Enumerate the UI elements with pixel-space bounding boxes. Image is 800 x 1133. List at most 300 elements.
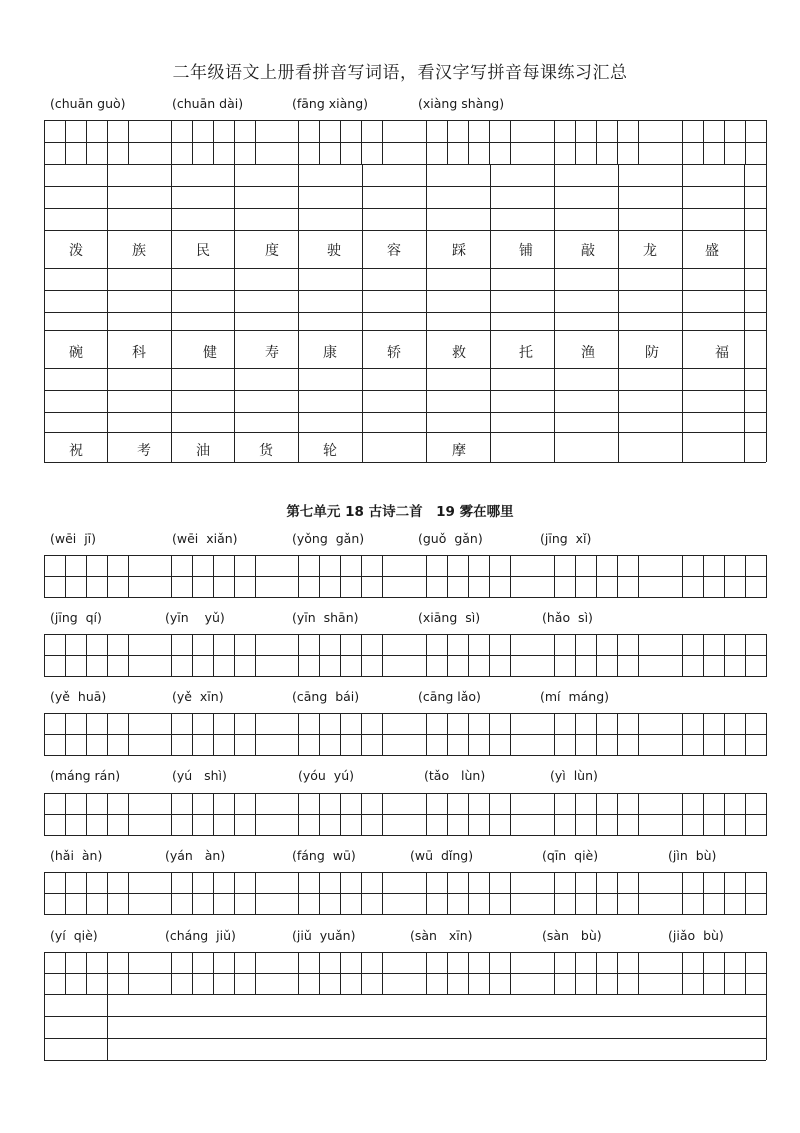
grid-cell-line xyxy=(596,555,597,597)
grid-cell-line xyxy=(234,952,235,994)
table-row-line xyxy=(44,1060,766,1061)
table-row-line xyxy=(44,1038,766,1039)
grid-cell-line xyxy=(361,952,362,994)
grid-cell-line xyxy=(340,952,341,994)
grid-cell-line xyxy=(468,555,469,597)
pinyin-item: (yě xīn) xyxy=(172,689,224,704)
grid-cell-line xyxy=(596,872,597,914)
character-cell: 渔 xyxy=(581,345,595,361)
character-cell: 轮 xyxy=(323,443,337,459)
table-row-line xyxy=(44,208,766,209)
pinyin-item: (yě huā) xyxy=(50,689,107,704)
grid-group-line xyxy=(554,952,555,994)
grid-cell-line xyxy=(255,120,256,164)
grid-border-top xyxy=(44,634,766,635)
pinyin-item: (qīn qiè) xyxy=(542,848,599,863)
grid-cell-line xyxy=(319,872,320,914)
grid-cell-line xyxy=(745,634,746,676)
writing-grid[interactable] xyxy=(0,713,800,755)
grid-cell-line xyxy=(617,952,618,994)
table-row-line xyxy=(44,186,766,187)
character-cell: 油 xyxy=(196,443,210,459)
grid-cell-line xyxy=(724,120,725,164)
grid-cell-line xyxy=(128,952,129,994)
grid-group-line xyxy=(298,952,299,994)
table-row-line xyxy=(44,164,766,165)
grid-group-line xyxy=(554,713,555,755)
character-cell: 防 xyxy=(645,345,659,361)
table-row-line xyxy=(44,1016,766,1017)
grid-cell-line xyxy=(447,793,448,835)
pinyin-item: (fāng xiàng) xyxy=(292,96,369,111)
grid-cell-line xyxy=(319,555,320,597)
grid-group-line xyxy=(298,713,299,755)
writing-grid[interactable] xyxy=(0,793,800,835)
grid-midline xyxy=(44,734,766,735)
grid-cell-line xyxy=(340,634,341,676)
grid-cell-line xyxy=(319,120,320,164)
grid-cell-line xyxy=(766,952,767,994)
grid-cell-line xyxy=(192,793,193,835)
grid-cell-line xyxy=(724,872,725,914)
grid-midline xyxy=(44,814,766,815)
grid-group-line xyxy=(298,555,299,597)
grid-cell-line xyxy=(596,120,597,164)
grid-cell-line xyxy=(468,872,469,914)
pinyin-item: (jiǎo bù) xyxy=(668,928,724,943)
grid-cell-line xyxy=(65,952,66,994)
grid-cell-line xyxy=(596,793,597,835)
grid-group-line xyxy=(682,952,683,994)
grid-midline xyxy=(44,576,766,577)
grid-cell-line xyxy=(703,120,704,164)
grid-group-line xyxy=(171,793,172,835)
grid-cell-line xyxy=(86,793,87,835)
pinyin-item: (cāng bái) xyxy=(292,689,360,704)
grid-cell-line xyxy=(65,793,66,835)
character-cell: 族 xyxy=(132,243,146,259)
grid-cell-line xyxy=(617,555,618,597)
grid-cell-line xyxy=(255,952,256,994)
grid-cell-line xyxy=(447,120,448,164)
table-border-left xyxy=(44,994,45,1060)
grid-midline xyxy=(44,893,766,894)
grid-cell-line xyxy=(382,872,383,914)
grid-midline xyxy=(44,973,766,974)
table-col-line xyxy=(298,164,299,462)
grid-cell-line xyxy=(361,555,362,597)
grid-cell-line xyxy=(234,793,235,835)
grid-cell-line xyxy=(192,872,193,914)
grid-group-line xyxy=(44,793,45,835)
grid-cell-line xyxy=(234,555,235,597)
character-cell: 福 xyxy=(715,345,729,361)
pinyin-row xyxy=(0,848,800,868)
character-row xyxy=(0,431,800,467)
grid-cell-line xyxy=(638,952,639,994)
grid-group-line xyxy=(298,793,299,835)
grid-cell-line xyxy=(107,793,108,835)
grid-cell-line xyxy=(128,555,129,597)
grid-cell-line xyxy=(361,872,362,914)
grid-cell-line xyxy=(340,555,341,597)
pinyin-item: (chuān dài) xyxy=(172,96,244,111)
grid-group-line xyxy=(554,793,555,835)
pinyin-item: (guǒ gǎn) xyxy=(418,531,483,546)
grid-group-line xyxy=(298,634,299,676)
grid-cell-line xyxy=(86,952,87,994)
grid-cell-line xyxy=(447,952,448,994)
grid-cell-line xyxy=(766,634,767,676)
character-cell: 科 xyxy=(132,345,146,361)
grid-cell-line xyxy=(724,952,725,994)
grid-cell-line xyxy=(745,952,746,994)
grid-cell-line xyxy=(468,793,469,835)
grid-cell-line xyxy=(703,952,704,994)
grid-cell-line xyxy=(128,793,129,835)
grid-cell-line xyxy=(213,713,214,755)
grid-cell-line xyxy=(766,713,767,755)
grid-cell-line xyxy=(447,713,448,755)
grid-cell-line xyxy=(703,872,704,914)
table-row-line xyxy=(44,290,766,291)
grid-cell-line xyxy=(596,952,597,994)
grid-cell-line xyxy=(724,555,725,597)
grid-cell-line xyxy=(745,872,746,914)
grid-cell-line xyxy=(192,952,193,994)
table-row-line xyxy=(44,330,766,331)
grid-border-top xyxy=(44,872,766,873)
grid-cell-line xyxy=(86,872,87,914)
grid-group-line xyxy=(171,872,172,914)
grid-group-line xyxy=(171,634,172,676)
grid-cell-line xyxy=(65,120,66,164)
grid-cell-line xyxy=(382,713,383,755)
grid-group-line xyxy=(298,872,299,914)
grid-group-line xyxy=(682,713,683,755)
character-cell: 托 xyxy=(519,345,533,361)
grid-group-line xyxy=(426,872,427,914)
grid-cell-line xyxy=(192,120,193,164)
writing-grid[interactable] xyxy=(0,952,800,994)
pinyin-item: (jīng qí) xyxy=(50,610,102,625)
page-title: 二年级语文上册看拼音写词语，看汉字写拼音每课练习汇总 xyxy=(172,63,628,83)
grid-group-line xyxy=(682,793,683,835)
grid-cell-line xyxy=(382,793,383,835)
table-col-line xyxy=(362,164,363,462)
grid-cell-line xyxy=(489,555,490,597)
grid-cell-line xyxy=(128,872,129,914)
pinyin-row xyxy=(0,768,800,788)
grid-cell-line xyxy=(86,555,87,597)
grid-group-line xyxy=(426,555,427,597)
grid-cell-line xyxy=(382,952,383,994)
pinyin-row xyxy=(0,531,800,551)
grid-cell-line xyxy=(468,120,469,164)
grid-cell-line xyxy=(489,872,490,914)
grid-cell-line xyxy=(107,120,108,164)
grid-cell-line xyxy=(213,793,214,835)
grid-cell-line xyxy=(617,120,618,164)
grid-cell-line xyxy=(703,555,704,597)
grid-cell-line xyxy=(468,634,469,676)
grid-border-top xyxy=(44,120,766,121)
grid-border-top xyxy=(44,952,766,953)
grid-group-line xyxy=(171,555,172,597)
grid-cell-line xyxy=(596,713,597,755)
character-cell: 铺 xyxy=(519,243,533,259)
pinyin-item: (sàn xīn) xyxy=(410,928,473,943)
grid-border-bottom xyxy=(44,597,767,598)
grid-cell-line xyxy=(489,634,490,676)
grid-cell-line xyxy=(234,634,235,676)
pinyin-item: (wū dǐng) xyxy=(410,848,474,863)
grid-group-line xyxy=(44,634,45,676)
character-row xyxy=(0,333,800,369)
grid-cell-line xyxy=(213,555,214,597)
pinyin-item: (chuān guò) xyxy=(50,96,126,111)
pinyin-item: (wēi xiǎn) xyxy=(172,531,238,546)
grid-cell-line xyxy=(86,120,87,164)
character-cell: 驶 xyxy=(327,243,341,259)
grid-group-line xyxy=(426,952,427,994)
grid-cell-line xyxy=(340,120,341,164)
grid-cell-line xyxy=(192,713,193,755)
grid-cell-line xyxy=(617,634,618,676)
grid-group-line xyxy=(44,713,45,755)
grid-cell-line xyxy=(638,120,639,164)
grid-group-line xyxy=(298,120,299,164)
grid-cell-line xyxy=(703,793,704,835)
grid-cell-line xyxy=(382,634,383,676)
pinyin-item: (máng rán) xyxy=(50,768,121,783)
grid-cell-line xyxy=(489,120,490,164)
grid-cell-line xyxy=(638,634,639,676)
grid-group-line xyxy=(426,713,427,755)
table-col-line xyxy=(171,164,172,462)
pinyin-item: (jìn bù) xyxy=(668,848,717,863)
grid-cell-line xyxy=(361,120,362,164)
character-cell: 敲 xyxy=(581,243,595,259)
grid-cell-line xyxy=(447,634,448,676)
character-cell: 祝 xyxy=(69,443,83,459)
character-cell: 康 xyxy=(323,345,337,361)
grid-cell-line xyxy=(361,793,362,835)
writing-grid[interactable] xyxy=(0,634,800,676)
grid-cell-line xyxy=(638,872,639,914)
grid-cell-line xyxy=(575,713,576,755)
grid-cell-line xyxy=(340,793,341,835)
pinyin-item: (cāng lǎo) xyxy=(418,689,481,704)
grid-cell-line xyxy=(510,872,511,914)
table-col-line xyxy=(107,164,108,462)
table-border-right xyxy=(766,994,767,1060)
table-row-line xyxy=(44,390,766,391)
grid-group-line xyxy=(682,872,683,914)
character-cell: 摩 xyxy=(452,443,466,459)
character-cell: 货 xyxy=(259,443,273,459)
pinyin-item: (mí máng) xyxy=(540,689,610,704)
pinyin-item: (xiāng sì) xyxy=(418,610,481,625)
grid-border-bottom xyxy=(44,676,767,677)
table-col-line xyxy=(618,164,619,462)
table-col-line xyxy=(426,164,427,462)
pinyin-item: (yí qiè) xyxy=(50,928,98,943)
grid-group-line xyxy=(426,634,427,676)
grid-cell-line xyxy=(255,634,256,676)
grid-cell-line xyxy=(107,872,108,914)
grid-group-line xyxy=(171,713,172,755)
grid-cell-line xyxy=(234,713,235,755)
grid-group-line xyxy=(554,120,555,164)
grid-cell-line xyxy=(510,120,511,164)
grid-cell-line xyxy=(107,555,108,597)
grid-border-top xyxy=(44,793,766,794)
grid-cell-line xyxy=(489,713,490,755)
grid-cell-line xyxy=(255,555,256,597)
table-row-line xyxy=(44,412,766,413)
table-border-right xyxy=(766,120,767,462)
grid-group-line xyxy=(554,634,555,676)
grid-cell-line xyxy=(255,872,256,914)
pinyin-item: (yīn shān) xyxy=(292,610,359,625)
grid-cell-line xyxy=(766,793,767,835)
grid-cell-line xyxy=(745,793,746,835)
pinyin-item: (cháng jiǔ) xyxy=(165,928,236,943)
character-cell: 盛 xyxy=(705,243,719,259)
grid-cell-line xyxy=(575,793,576,835)
grid-group-line xyxy=(682,120,683,164)
grid-cell-line xyxy=(213,120,214,164)
grid-border-bottom xyxy=(44,835,767,836)
pinyin-item: (fáng wū) xyxy=(292,848,356,863)
grid-cell-line xyxy=(766,555,767,597)
grid-cell-line xyxy=(340,872,341,914)
grid-cell-line xyxy=(724,634,725,676)
grid-cell-line xyxy=(575,634,576,676)
grid-cell-line xyxy=(361,713,362,755)
grid-border-top xyxy=(44,555,766,556)
grid-midline xyxy=(44,142,766,143)
table-col-line xyxy=(554,164,555,462)
grid-cell-line xyxy=(192,555,193,597)
pinyin-item: (jiǔ yuǎn) xyxy=(292,928,356,943)
pinyin-item: (tǎo lùn) xyxy=(424,768,486,783)
grid-cell-line xyxy=(382,555,383,597)
grid-cell-line xyxy=(617,793,618,835)
grid-group-line xyxy=(426,793,427,835)
pinyin-item: (yì lùn) xyxy=(550,768,598,783)
pinyin-row xyxy=(0,610,800,630)
grid-cell-line xyxy=(638,555,639,597)
table-row-line xyxy=(44,312,766,313)
pinyin-row xyxy=(0,928,800,948)
grid-cell-line xyxy=(361,634,362,676)
grid-cell-line xyxy=(319,713,320,755)
grid-cell-line xyxy=(65,634,66,676)
character-cell: 救 xyxy=(452,345,466,361)
table-col-line xyxy=(682,164,683,462)
grid-cell-line xyxy=(745,120,746,164)
grid-cell-line xyxy=(213,952,214,994)
pinyin-item: (yú shì) xyxy=(172,768,227,783)
grid-cell-line xyxy=(510,793,511,835)
pinyin-item: (wēi jī) xyxy=(50,531,97,546)
grid-border-bottom xyxy=(44,914,767,915)
grid-border-bottom xyxy=(44,994,767,995)
character-cell: 寿 xyxy=(265,345,279,361)
pinyin-item: (hǎo sì) xyxy=(542,610,593,625)
grid-cell-line xyxy=(575,872,576,914)
grid-cell-line xyxy=(575,952,576,994)
table-col-line xyxy=(490,164,491,462)
character-cell: 考 xyxy=(137,443,151,459)
grid-group-line xyxy=(682,555,683,597)
character-cell: 踩 xyxy=(452,243,466,259)
pinyin-item: (jīng xǐ) xyxy=(540,531,592,546)
grid-cell-line xyxy=(489,793,490,835)
grid-cell-line xyxy=(234,872,235,914)
grid-cell-line xyxy=(510,555,511,597)
grid-cell-line xyxy=(128,120,129,164)
writing-grid[interactable] xyxy=(0,872,800,914)
grid-cell-line xyxy=(86,634,87,676)
grid-cell-line xyxy=(213,872,214,914)
grid-cell-line xyxy=(745,713,746,755)
grid-cell-line xyxy=(596,634,597,676)
character-cell: 健 xyxy=(203,345,217,361)
grid-cell-line xyxy=(510,634,511,676)
grid-cell-line xyxy=(107,952,108,994)
table-col-line xyxy=(234,164,235,462)
character-cell: 轿 xyxy=(387,345,401,361)
table-col-line xyxy=(744,164,745,462)
table-col-line xyxy=(107,994,108,1060)
grid-cell-line xyxy=(617,872,618,914)
grid-cell-line xyxy=(107,634,108,676)
grid-cell-line xyxy=(638,793,639,835)
pinyin-row xyxy=(0,96,800,116)
character-row xyxy=(0,231,800,267)
grid-border-bottom xyxy=(44,755,767,756)
character-cell: 龙 xyxy=(643,243,657,259)
grid-cell-line xyxy=(724,793,725,835)
grid-cell-line xyxy=(340,713,341,755)
character-cell: 民 xyxy=(196,243,210,259)
pinyin-item: (yán àn) xyxy=(165,848,226,863)
grid-cell-line xyxy=(319,634,320,676)
grid-group-line xyxy=(554,555,555,597)
pinyin-item: (hǎi àn) xyxy=(50,848,103,863)
grid-cell-line xyxy=(255,713,256,755)
grid-cell-line xyxy=(213,634,214,676)
table-border-left xyxy=(44,120,45,462)
grid-group-line xyxy=(171,120,172,164)
grid-cell-line xyxy=(65,872,66,914)
pinyin-item: (yóu yú) xyxy=(298,768,354,783)
grid-cell-line xyxy=(510,952,511,994)
table-row-line xyxy=(44,268,766,269)
grid-cell-line xyxy=(86,713,87,755)
grid-cell-line xyxy=(128,634,129,676)
grid-cell-line xyxy=(128,713,129,755)
grid-cell-line xyxy=(575,120,576,164)
writing-grid[interactable] xyxy=(0,555,800,597)
grid-group-line xyxy=(682,634,683,676)
grid-cell-line xyxy=(617,713,618,755)
grid-cell-line xyxy=(65,713,66,755)
grid-cell-line xyxy=(703,713,704,755)
